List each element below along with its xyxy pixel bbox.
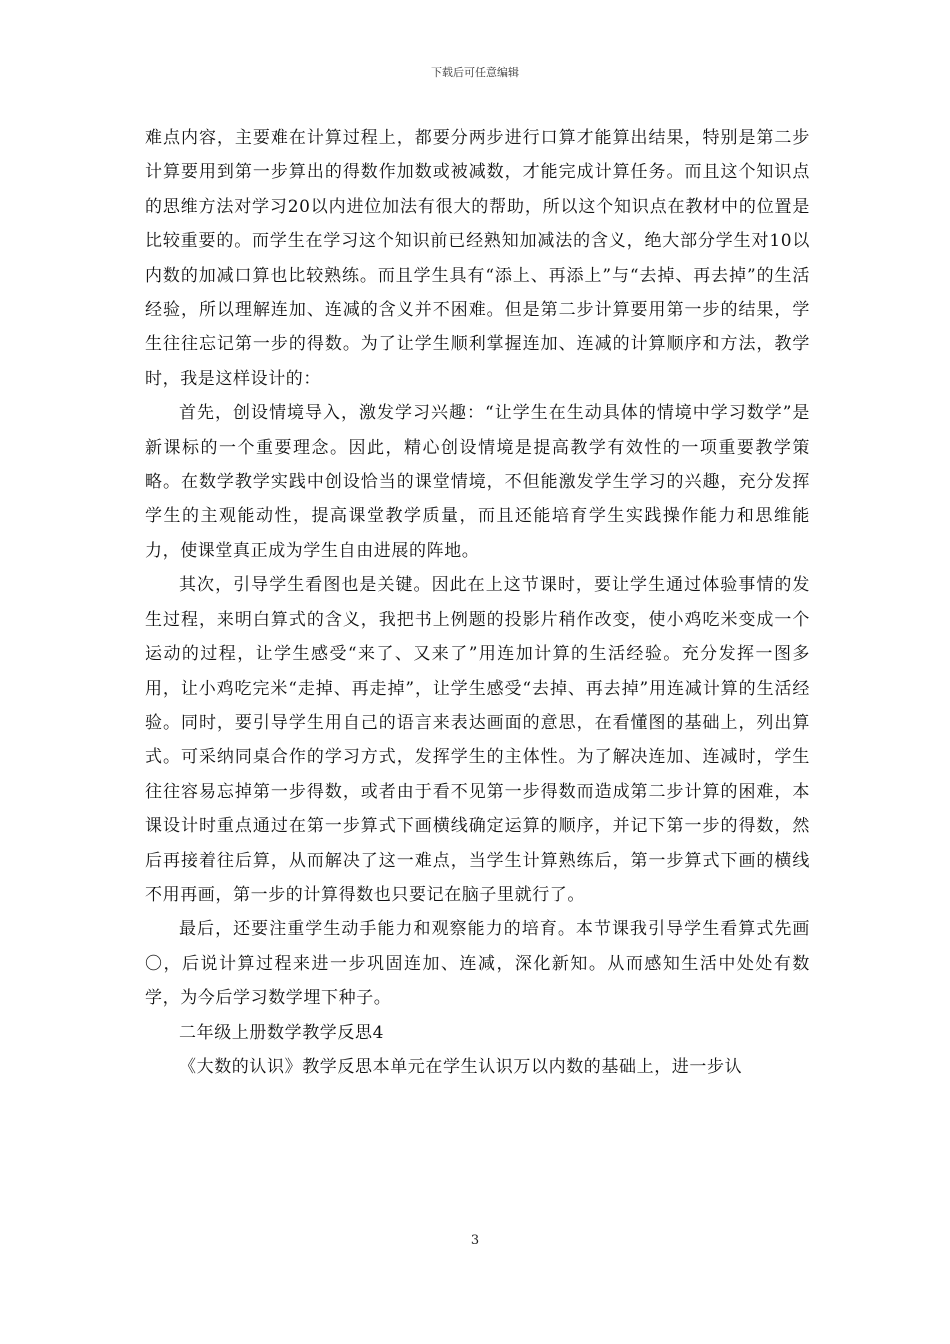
paragraph-first: 首先，创设情境导入，激发学习兴趣：“让学生在生动具体的情境中学习数学”是新课标的一个重要理念。因此，精心创设情境是提高教学有效性的一项重要教学策略。在数学教学实践中创设恰当的课堂情境，不但能激发学生学习的兴趣，充分发挥学生的主观能动性，提高课堂教学质量，而且还能培育学生实践操作能力和思维能力，使课堂真正成为学生自由进展的阵地。 (145, 403, 810, 561)
paragraph-next-section: 《大数的认识》教学反思本单元在学生认识万以内数的基础上，进一步认 (179, 1056, 743, 1077)
paragraph-continuation: 难点内容，主要难在计算过程上，都要分两步进行口算才能算出结果，特别是第二步计算要用到第一步算出的得数作加数或被减数，才能完成计算任务。而且这个知识点的思维方法对学习20以内进位加法有很大的帮助，所以这个知识点在教材中的位置是比较重要的。而学生在学习这个知识前已经熟知加减法的含义，绝大部分学生对10以内数的加减口算也比较熟练。而且学生具有“添上、再添上”与“去掉、再去掉”的生活经验，所以理解连加、连减的含义并不困难。但是第二步计算要用第一步的结果，学生往往忘记第一步的得数。为了让学生顺利掌握连加、连减的计算顺序和方法，教学时，我是这样设计的： (145, 128, 810, 389)
page-number: 3 (470, 1233, 480, 1248)
paragraph-second: 其次，引导学生看图也是关键。因此在上这节课时，要让学生通过体验事情的发生过程，来明白算式的含义，我把书上例题的投影片稍作改变，使小鸡吃米变成一个运动的过程，让学生感受“来了、又来了”用连加计算的生活经验。充分发挥一图多用，让小鸡吃完米“走掉、再走掉”，让学生感受“去掉、再去掉”用连减计算的生活经验。同时，要引导学生用自己的语言来表达画面的意思，在看懂图的基础上，列出算式。可采纳同桌合作的学习方式，发挥学生的主体性。为了解决连加、连减时，学生往往容易忘掉第一步得数，或者由于看不见第一步得数而造成第二步计算的困难，本课设计时重点通过在第一步算式下画横线确定运算的顺序，并记下第一步的得数，然后再接着往后算，从而解决了这一难点，当学生计算熟练后，第一步算式下画的横线不用再画，第一步的计算得数也只要记在脑子里就行了。 (145, 575, 810, 905)
section-heading: 二年级上册数学教学反思4 (179, 1022, 385, 1043)
document-body (145, 121, 810, 1084)
page-header: 下载后可任意编辑 (431, 66, 519, 79)
paragraph-finally: 最后，还要注重学生动手能力和观察能力的培育。本节课我引导学生看算式先画〇，后说计算过程来进一步巩固连加、连减，深化新知。从而感知生活中处处有数学，为今后学习数学埋下种子。 (145, 919, 810, 1009)
